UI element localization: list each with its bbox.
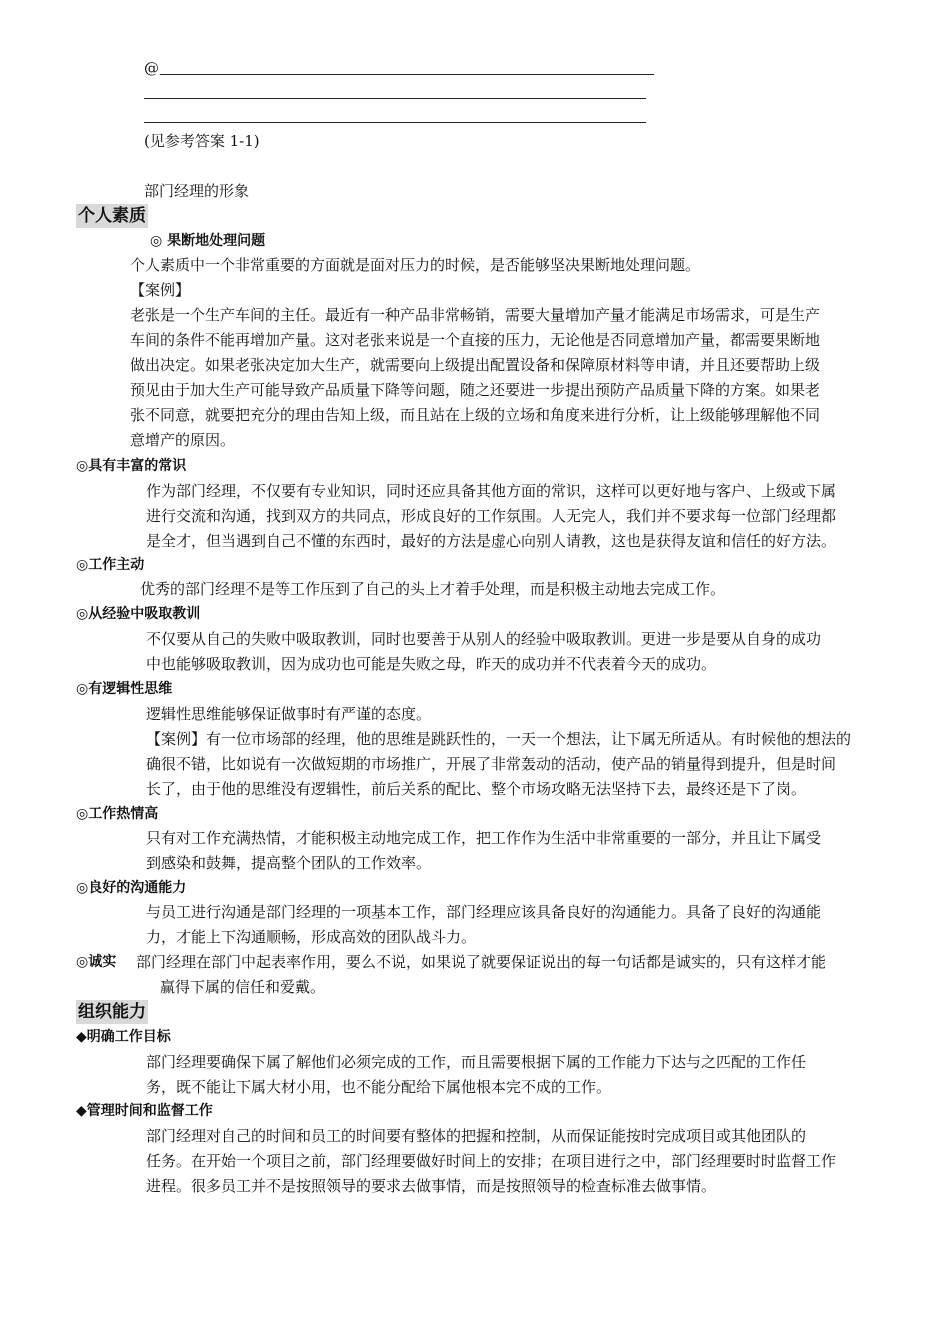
- passion-paragraph: [146, 826, 892, 876]
- paragraph-line: 与员工进行沟通是部门经理的一项基本工作，部门经理应该具备良好的沟通能力。具备了良好的沟通能: [146, 903, 822, 921]
- heading-passion: ◎工作热情高: [76, 806, 159, 822]
- paragraph-line: 力，才能上下沟通顺畅，形成高效的团队战斗力。: [146, 928, 477, 946]
- heading-communication: ◎良好的沟通能力: [76, 880, 187, 896]
- answer-blank-line-2: [144, 98, 646, 99]
- common-sense-paragraph: [146, 479, 892, 554]
- case-line: 意增产的原因。: [130, 431, 236, 449]
- paragraph-line: 是全才，但当遇到自己不懂的东西时，最好的方法是虚心向别人请教，这也是获得友谊和信任的好方法。: [146, 532, 837, 550]
- paragraph-line: 长了，由于他的思维没有逻辑性，前后关系的配比、整个市场攻略无法坚持下去，最终还是下了岗。: [146, 780, 807, 798]
- section-title-personal: 个人素质: [78, 206, 146, 226]
- decisive-intro: 个人素质中一个非常重要的方面就是面对压力的时候，是否能够坚决果断地处理问题。: [130, 256, 701, 274]
- paragraph-line: 任务。在开始一个项目之前，部门经理要做好时间上的安排；在项目进行之中，部门经理要时时监督工作: [146, 1152, 837, 1170]
- heading-time: ◆管理时间和监督工作: [76, 1103, 213, 1119]
- heading-logic: ◎有逻辑性思维: [76, 681, 173, 697]
- paragraph-line: 不仅要从自己的失败中吸取教训，同时也要善于从别人的经验中吸取教训。更进一步是要从自身的成功: [146, 630, 822, 648]
- paragraph-line: 务，既不能让下属大材小用，也不能分配给下属他根本完不成的工作。: [146, 1078, 612, 1096]
- heading-common-sense: ◎具有丰富的常识: [76, 458, 187, 474]
- communication-paragraph: [146, 900, 892, 950]
- lessons-paragraph: [146, 627, 892, 677]
- time-paragraph: [146, 1124, 892, 1199]
- case-line: 车间的条件不能再增加产量。这对老张来说是一个直接的压力，无论他是否同意增加产量，都需要果断地: [130, 331, 821, 349]
- case-paragraph: [130, 303, 892, 453]
- initiative-paragraph: [140, 577, 892, 602]
- paragraph-line: 部门经理要确保下属了解他们必须完成的工作，而且需要根据下属的工作能力下达与之匹配的工作任: [146, 1053, 807, 1071]
- paragraph-line: 【案例】有一位市场部的经理，他的思维是跳跃性的，一天一个想法，让下属无所适从。有时候他的想法的: [146, 730, 852, 748]
- case-label: 【案例】: [130, 281, 191, 299]
- paragraph-line: 逻辑性思维能够保证做事时有严谨的态度。: [146, 705, 432, 723]
- answer-blank-line-3: [144, 122, 646, 123]
- case-line: 张不同意，就要把充分的理由告知上级，而且站在上级的立场和角度来进行分析，让上级能够理解他不同: [130, 406, 821, 424]
- paragraph-line: 确很不错，比如说有一次做短期的市场推广，开展了非常轰动的活动，使产品的销量得到提升，但是时间: [146, 755, 837, 773]
- heading-decisive: ◎ 果断地处理问题: [150, 233, 266, 249]
- paragraph-line: 到感染和鼓舞，提高整个团队的工作效率。: [146, 854, 432, 872]
- logic-paragraph: [146, 702, 892, 802]
- paragraph-line: 进程。很多员工并不是按照领导的要求去做事情，而是按照领导的检查标准去做事情。: [146, 1177, 717, 1195]
- at-sign: @: [144, 59, 159, 77]
- reference-note: (见参考答案 1-1): [144, 132, 260, 150]
- paragraph-line: 优秀的部门经理不是等工作压到了自己的头上才着手处理，而是积极主动地去完成工作。: [140, 580, 726, 598]
- heading-honesty: ◎诚实: [76, 954, 117, 970]
- paragraph-line: 中也能够吸取教训，因为成功也可能是失败之母，昨天的成功并不代表着今天的成功。: [146, 655, 717, 673]
- honesty-line-2: 赢得下属的信任和爱戴。: [160, 978, 326, 996]
- heading-goals: ◆明确工作目标: [76, 1029, 171, 1045]
- paragraph-line: 进行交流和沟通，找到双方的共同点，形成良好的工作氛围。人无完人，我们并不要求每一位部门经理都: [146, 507, 837, 525]
- honesty-line-1: 部门经理在部门中起表率作用，要么不说，如果说了就要保证说出的每一句话都是诚实的，只有这样才能: [136, 953, 827, 971]
- paragraph-line: 作为部门经理，不仅要有专业知识，同时还应具备其他方面的常识，这样可以更好地与客户、上级或下属: [146, 482, 837, 500]
- case-line: 做出决定。如果老张决定加大生产，就需要向上级提出配置设备和保障原材料等申请，并且还要帮助上级: [130, 356, 821, 374]
- answer-blank-line-1: [160, 74, 654, 75]
- case-line: 预见由于加大生产可能导致产品质量下降等问题，随之还要进一步提出预防产品质量下降的方案。如果老: [130, 381, 821, 399]
- section-title-organization: 组织能力: [78, 1002, 146, 1022]
- paragraph-line: 只有对工作充满热情，才能积极主动地完成工作，把工作作为生活中非常重要的一部分，并且让下属受: [146, 829, 822, 847]
- heading-lessons: ◎从经验中吸取教训: [76, 606, 201, 622]
- paragraph-line: 部门经理对自己的时间和员工的时间要有整体的把握和控制，从而保证能按时完成项目或其他团队的: [146, 1127, 807, 1145]
- goals-paragraph: [146, 1050, 892, 1100]
- image-title: 部门经理的形象: [144, 182, 250, 200]
- heading-initiative: ◎工作主动: [76, 557, 145, 573]
- case-line: 老张是一个生产车间的主任。最近有一种产品非常畅销，需要大量增加产量才能满足市场需求，可是生产: [130, 306, 821, 324]
